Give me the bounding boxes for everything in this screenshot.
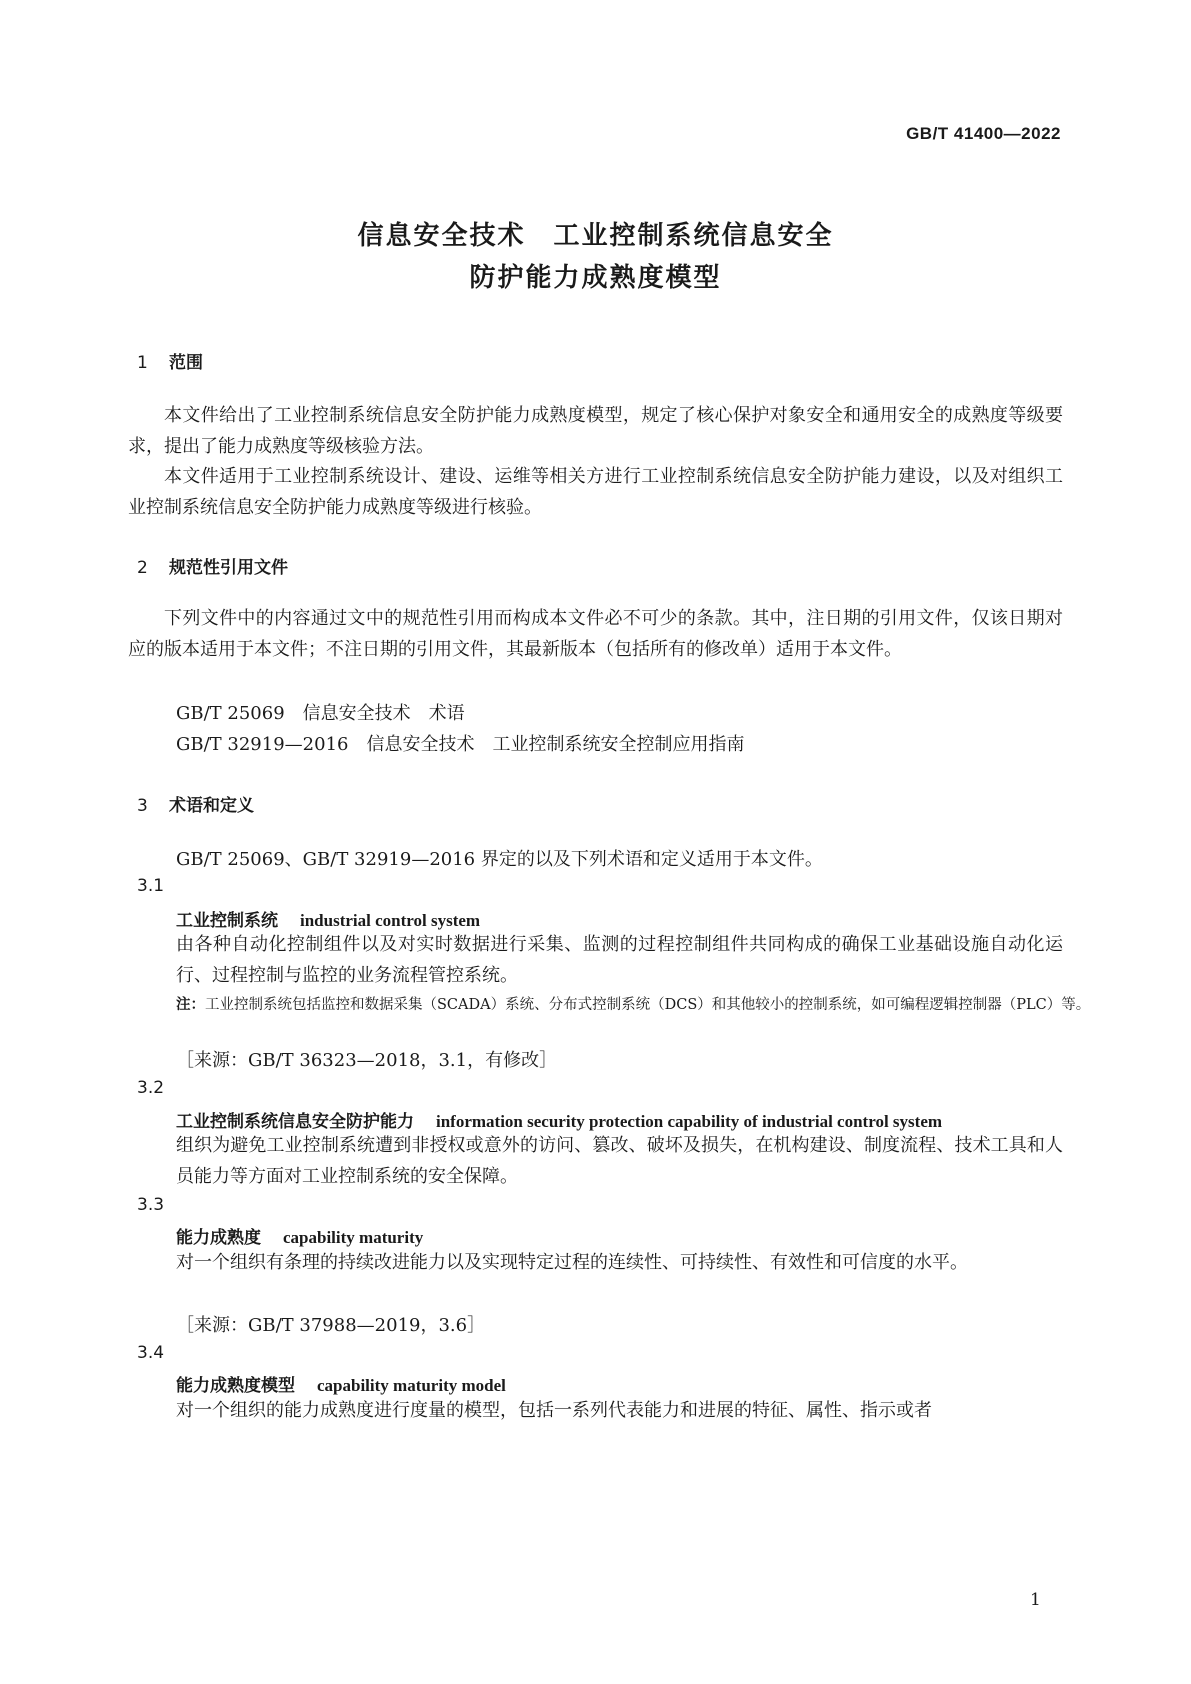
section-number: 3: [137, 796, 148, 816]
term-number: 3.1: [137, 876, 165, 896]
standard-code: GB/T 41400—2022: [906, 124, 1061, 143]
section-title: 术语和定义: [169, 796, 254, 816]
section-1-paragraph-2: 本文件适用于工业控制系统设计、建设、运维等相关方进行工业控制系统信息安全防护能力建设，以及对组织工业控制系统信息安全防护能力成熟度等级进行核验。: [128, 466, 1063, 518]
note-text: 工业控制系统包括监控和数据采集（SCADA）系统、分布式控制系统（DCS）和其他较小的控制系统，如可编程逻辑控制器（PLC）等。: [205, 997, 1091, 1013]
term-number: 3.3: [137, 1195, 165, 1215]
term-title: [176, 1371, 506, 1396]
term-number: 3.2: [137, 1078, 165, 1098]
term-source: ［来源：GB/T 37988—2019，3.6］: [176, 1315, 486, 1336]
section-title: 规范性引用文件: [169, 558, 288, 578]
term-cn: 工业控制系统信息安全防护能力: [176, 1112, 414, 1132]
section-number: 2: [137, 558, 148, 578]
term-en: information security protection capability of industrial control system: [436, 1112, 943, 1131]
section-1-heading: [137, 348, 203, 373]
term-en: industrial control system: [300, 911, 481, 930]
term-number: 3.4: [137, 1343, 165, 1363]
note-label: 注：: [176, 997, 205, 1013]
normative-reference-2: GB/T 32919—2016 信息安全技术 工业控制系统安全控制应用指南: [176, 734, 745, 755]
section-2-paragraph-1: 下列文件中的内容通过文中的规范性引用而构成本文件必不可少的条款。其中，注日期的引用文件，仅该日期对应的版本适用于本文件；不注日期的引用文件，其最新版本（包括所有的修改单）适用于本文件。: [128, 608, 1063, 660]
section-2-heading: [137, 553, 288, 578]
term-title: [176, 1107, 942, 1132]
term-title: [176, 906, 480, 931]
term-cn: 能力成熟度模型: [176, 1376, 295, 1396]
term-en: capability maturity model: [317, 1376, 506, 1395]
term-definition: 对一个组织的能力成熟度进行度量的模型，包括一系列代表能力和进展的特征、属性、指示或者: [176, 1400, 932, 1421]
section-1-paragraph-1: 本文件给出了工业控制系统信息安全防护能力成熟度模型，规定了核心保护对象安全和通用安全的成熟度等级要求，提出了能力成熟度等级核验方法。: [128, 405, 1063, 457]
normative-reference-1: GB/T 25069 信息安全技术 术语: [176, 703, 465, 724]
section-3-paragraph-1: GB/T 25069、GB/T 32919—2016 界定的以及下列术语和定义适用于本文件。: [176, 849, 823, 870]
term-en: capability maturity: [283, 1228, 424, 1247]
term-cn: 能力成熟度: [176, 1228, 261, 1248]
section-title: 范围: [169, 353, 203, 373]
page-number: 1: [1030, 1590, 1041, 1610]
term-definition: 组织为避免工业控制系统遭到非授权或意外的访问、篡改、破坏及损失，在机构建设、制度流程、技术工具和人员能力等方面对工业控制系统的安全保障。: [176, 1135, 1063, 1187]
term-cn: 工业控制系统: [176, 911, 278, 931]
term-source: ［来源：GB/T 36323—2018，3.1，有修改］: [176, 1050, 558, 1071]
term-title: [176, 1223, 423, 1248]
section-3-heading: [137, 791, 254, 816]
document-title-line1: 信息安全技术 工业控制系统信息安全: [357, 221, 834, 251]
document-title-line2: 防护能力成熟度模型: [469, 263, 722, 293]
term-note: [176, 992, 1096, 1018]
term-definition: 由各种自动化控制组件以及对实时数据进行采集、监测的过程控制组件共同构成的确保工业基础设施自动化运行、过程控制与监控的业务流程管控系统。: [176, 934, 1063, 986]
section-number: 1: [137, 353, 148, 373]
term-definition: 对一个组织有条理的持续改进能力以及实现特定过程的连续性、可持续性、有效性和可信度的水平。: [176, 1252, 968, 1273]
